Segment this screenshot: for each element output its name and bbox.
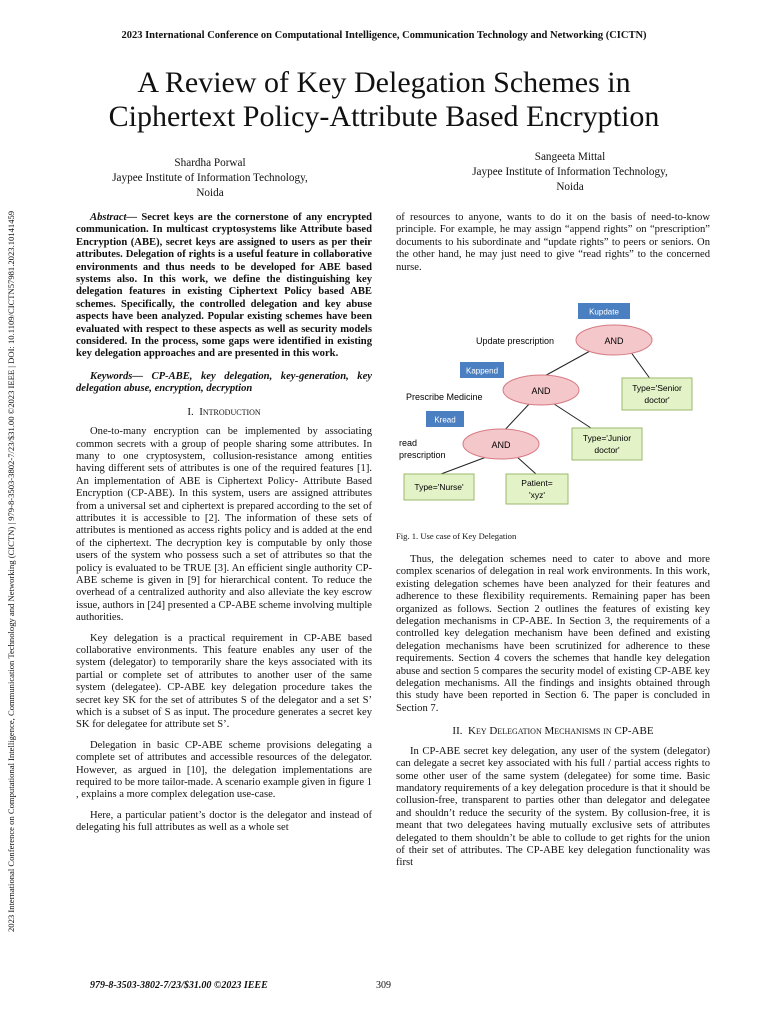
leaf-text: Patient= [521,478,553,488]
and-label: AND [604,336,624,346]
key-label-kappend: Kappend [465,366,499,376]
leaf-text: doctor' [594,445,620,455]
section-2-heading [396,725,710,737]
label-update-prescription: Update prescription [476,336,555,346]
author-1 [60,156,360,201]
leaf-text: 'xyz' [529,490,545,500]
conference-header: 2023 International Conference on Computational Intelligence, Communication Technology and Networking (CICTN) [121,30,647,41]
abstract-label: Abstract— [90,212,138,223]
figure-caption: Fig. 1. Use case of Key Delegation [396,531,517,541]
page-number: 309 [376,980,391,991]
paragraph: One-to-many encryption can be implemented by associating common secrets with a group of people sharing some attributes. In many to one cryptosystem, collusion-resistance among entities having different sets of attributes is one of the required features [1]. An implementation of ABE is Ciphertext Policy- Attribute Based Encryption (CP-ABE). In this system, users are assigned attributes from a universal set and ciphertext is prepared according to the set of attributes it is accessible to [2]. The information of these sets of attributes is mentioned as access rights policy and is added at the end of the ciphertext. The decryption key is computable by only those users of the system who possess such a set of attributes so that the policy is evaluated to be TRUE [3]. An efficient single authority CP-ABE scheme is given in [9] for hierarchical content. To reduce the overhead of a centralized authority and also alleviate the key escrow issue, authors in [24] presented a CP-ABE scheme involving multiple authorities. [76,426,372,624]
section-number: II. [452,725,463,738]
tree-edge [516,456,536,474]
tree-edge [551,402,591,428]
key-label-kupdate: Kupdate [589,307,619,317]
abstract [76,212,372,361]
right-column-top [396,212,710,282]
section-1-heading [76,406,372,418]
author-2 [420,150,720,195]
leaf-text: Type='Senior [632,383,682,393]
author-affiliation: Jaypee Institute of Information Technology, [472,166,668,178]
paragraph: Thus, the delegation schemes need to cater to above and more complex scenarios of delegation in real work environments. In this work, existing delegation schemes have been analyzed for their features and adherence to these flexibility requirements. Remaining paper has been organized as follows. Section 2 outlines the features of existing key delegation mechanisms in CP-ABE. In Section 3, the requirements of a controlled key delegation mechanism have been defined and existing delegation mechanisms have been scrutinized for adherence to these requirements. Section 4 covers the schemes that handle key delegation abuse and section 5 compares the security model of existing CP-ABE key delegation mechanisms. All the findings and insights obtained through this study have been reported in Section 6. The paper is concluded in Section 7. [396,554,710,714]
abstract-text: Secret keys are the cornerstone of any encrypted communication. In multicast cryptosystems like Attribute based Encryption (ABE), secret keys are assigned to users as per their attributes. Delegation of rights is a useful feature in collaborative environments and thus needs to be developed for ABE based systems also. In this work, we define the distinguishing key delegation features in existing Ciphertext Policy based ABE schemes. Specifically, the controlled delegation and key abuse aspects have been analyzed. Popular existing schemes have been evaluated with respect to these aspects as well as security models considered. In the process, some gaps were identified in existing key delegation approaches and are presented in this work. [76,212,372,360]
author-city: Noida [556,181,584,193]
footer-isbn: 979-8-3503-3802-7/23/$31.00 ©2023 IEEE [90,980,268,991]
paragraph: Delegation in basic CP-ABE scheme provisions delegating a complete set of attributes and accessible resources of the delegator. However, as argued in [10], the delegation implementations are required to be more tailor-made. A scenario example given in figure 1 , explains a more complex delegation use-case. [76,739,372,801]
section-number: I. [187,405,194,418]
key-label-kread: Kread [434,415,456,425]
paper-title [40,66,728,134]
leaf-text: doctor' [644,395,670,405]
title-line-2: Ciphertext Policy-Attribute Based Encryption [108,100,660,133]
leaf-text: Type='Junior [582,433,632,443]
label-prescription: prescription [399,450,446,460]
left-column [76,212,372,843]
label-prescribe-medicine: Prescribe Medicine [406,392,483,402]
section-title: Key Delegation Mechanisms in CP-ABE [468,725,654,738]
tree-edge [441,456,489,474]
paragraph: Here, a particular patient’s doctor is the delegator and instead of delegating his full attributes as well as a whole set [76,809,372,834]
and-label: AND [531,386,551,396]
title-line-1: A Review of Key Delegation Schemes in [137,66,631,99]
doi-sidebar: 2023 International Conference on Computational Intelligence, Communication Technology and Networking (CICTN) | 979-8-3503-3802-7/23/$31.00 ©2023 IEEE | DOI: 10.1109/CICTN57981.2023.10141459 [6,210,16,932]
section-title: Introduction [199,405,261,418]
author-city: Noida [196,187,224,199]
author-name: Shardha Porwal [174,157,246,169]
author-affiliation: Jaypee Institute of Information Technology, [112,172,308,184]
keywords [76,371,372,396]
right-column-bottom [396,554,710,878]
label-read: read [399,438,418,448]
and-label: AND [491,440,511,450]
keywords-text: CP-ABE, key delegation, key-generation, key delegation abuse, encryption, decryption [76,370,372,395]
paragraph: of resources to anyone, wants to do it on the basis of need-to-know principle. For example, he may assign “append rights” on “prescription” documents to his subordinate and “update rights” to peers or seniors. On the other hand, he may just need to give “read rights” to the concerned nurse. [396,212,710,273]
paragraph: Key delegation is a practical requirement in CP-ABE based collaborative environments. This feature enables any user of the system (delegator) to temporarily share the keys associated with its partial or complete set of attributes to another user of the same system (delegatee). CP-ABE key delegation procedure takes the secret key SK for the set of attributes S of the delegator and a set S’ which is a subset of S as input. The procedure generates a secret key SK for delegatee for attribute set S’. [76,632,372,731]
paragraph: In CP-ABE secret key delegation, any user of the system (delegator) can delegate a secret key associated with his full / partial access rights to some other user of the same system (delegatee) for some time. Basic mandatory requirements of a key delegation procedure is that it should be collusion-free, transparent to parties other than delegator and delegatee and shouldn’t reduce the security of the system. By collusion-free, it is meant that two delegatees having mutually exclusive sets of attributes delegated to them shouldn’t be able to collude to get rights for the union of their set of attributes. The CP-ABE key delegation functionality was first [396,745,710,869]
leaf-text: Type='Nurse' [414,482,464,492]
key-delegation-figure [396,298,710,514]
tree-edge [630,351,651,380]
keywords-label: Keywords— [90,370,143,382]
author-name: Sangeeta Mittal [534,151,606,163]
